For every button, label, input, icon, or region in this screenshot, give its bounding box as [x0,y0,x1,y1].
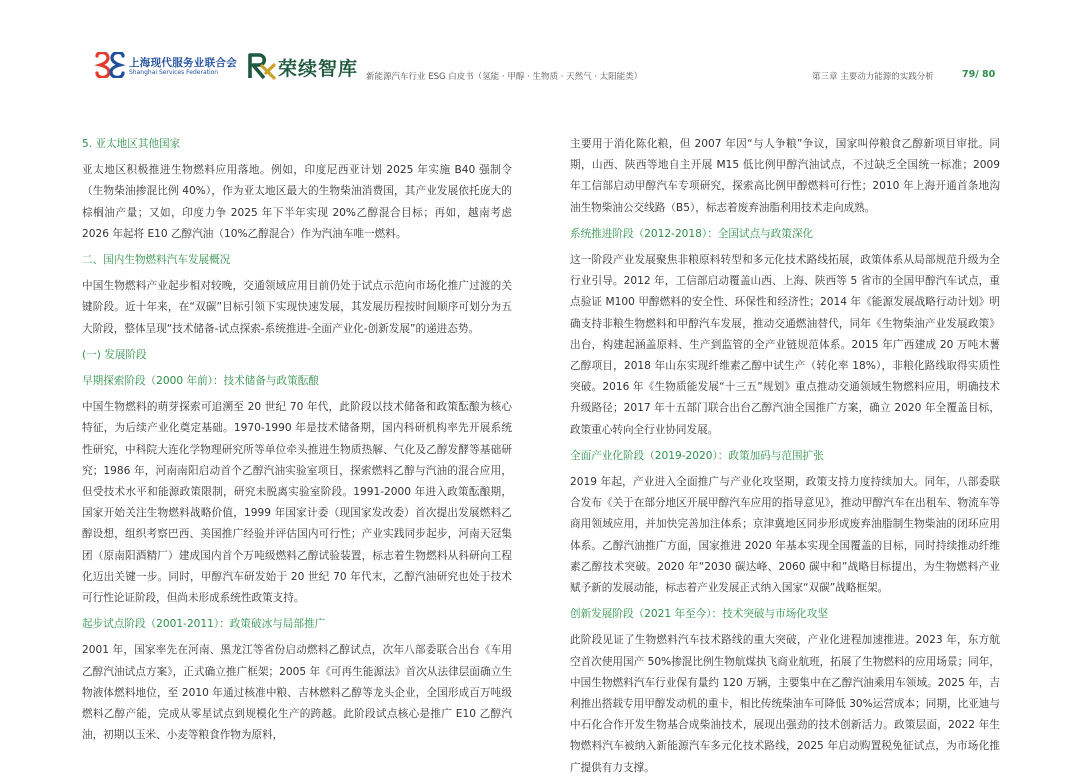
running-title: 新能源汽车行业 ESG 白皮书（氢能 · 甲醇 · 生物质 · 天然气 · 太阳能类） [366,72,643,82]
paragraph: 这一阶段产业发展聚焦非粮原料转型和多元化技术路线拓展，政策体系从局部规范升级为全行业引导。2012 年，工信部启动覆盖山西、上海、陕西等 5 省市的全国甲醇汽车试点，重点验证 M100 甲醇燃料的安全性、环保性和经济性；2014 年《能源发展战略行动计划》明确支持非粮生物燃料和甲醇汽车发展，推动交通燃油替代，同年《生物柴油产业发展政策》出台，构建起涵盖原料、生产到监管的全产业链规范体系。2015 年广西建成 20 万吨木薯乙醇项目，2018 年山东实现纤维素乙醇中试生产（转化率 18%），非粮化路线取得实质性突破。2016 年《生物质能发展“十三五”规划》重点推动交通领域生物燃料应用，明确技术升级路径；2017 年十五部门联合出台乙醇汽油全国推广方案，确立 2020 年全覆盖目标，政策重心转向全行业协同发展。 [570,254,1000,436]
stage-heading-industrialization: 全面产业化阶段（2019-2020）：政策加码与范围扩张 [570,449,824,462]
section-heading-domestic: 二、国内生物燃料汽车发展概况 [82,254,231,267]
paragraph: 主要用于消化陈化粮，但 2007 年因“与人争粮”争议，国家叫停粮食乙醇新项目审批。同期，山西、陕西等地自主开展 M15 低比例甲醇汽油试点，不过缺乏全国统一标准；2009 年工信部启动甲醇汽车专项研究，探索高比例甲醇燃料可行性；2010 年上海开通首条地沟油生物柴油公交线路（B5），标志着废弃油脂利用技术走向成熟。 [570,138,1000,214]
paragraph: 2001 年，国家率先在河南、黑龙江等省份启动燃料乙醇试点，次年八部委联合出台《车用乙醇汽油试点方案》，正式确立推广框架；2005 年《可再生能源法》首次从法律层面确立生物液体燃料地位，至 2010 年通过核准中粮、吉林燃料乙醇等龙头企业，全国形成百万吨级燃料乙醇产能，完成从零星试点到规模化生产的跨越。此阶段试点核心是推广 E10 乙醇汽油，初期以玉米、小麦等粮食作物为原料， [82,644,512,742]
federation-logo [94,52,244,80]
section-heading-asia-pacific: 5. 亚太地区其他国家 [82,138,181,150]
page-header [0,0,1080,108]
subsection-heading-stages: (一) 发展阶段 [82,348,147,361]
right-column [570,134,1000,784]
federation-name-en: Shanghai Services Federation [129,69,219,76]
think-tank-logo [247,50,362,82]
stage-heading-early: 早期探索阶段（2000 年前）：技术储备与政策酝酿 [82,375,319,388]
paragraph: 中国生物燃料的萌芽探索可追溯至 20 世纪 70 年代，此阶段以技术储备和政策酝酿为核心特征，为后续产业化奠定基础。1970-1990 年是技术储备期，国内科研机构率先开展系统性研究，中科院大连化学物理研究所等单位牵头推进生物质热解、气化及乙醇发酵等基础研究；1986 年，河南南阳启动首个乙醇汽油实验室项目，探索燃料乙醇与汽油的混合应用，但受技术水平和能源政策限制，研究未脱离实验室阶段。1991-2000 年进入政策酝酿期，国家开始关注生物燃料战略价值，1999 年国家计委（现国家发改委）首次提出发展燃料乙醇设想，组织考察巴西、美国推广经验并评估国内可行性；产业实践同步起步，河南天冠集团（原南阳酒精厂）建成国内首个万吨级燃料乙醇试验装置，标志着生物燃料从科研向工程化迈出关键一步。同时，甲醇汽车研发始于 20 世纪 70 年代末，乙醇汽油研究也处于技术可行性论证阶段，但尚未形成系统性政策支持。 [82,401,512,605]
stage-heading-pilot: 起步试点阶段（2001-2011）：政策破冰与局部推广 [82,618,326,631]
stage-heading-systematic: 系统推进阶段（2012-2018）：全国试点与政策深化 [570,227,814,240]
stage-heading-innovation: 创新发展阶段（2021 年至今）：技术突破与市场化攻坚 [570,608,829,621]
chapter-title: 第三章 主要动力能源的实践分析 [812,72,934,82]
paragraph: 中国生物燃料产业起步相对较晚，交通领域应用目前仍处于试点示范向市场化推广过渡的关键阶段。近十年来，在“双碳”目标引领下实现快速发展，其发展历程按时间顺序可划分为五大阶段，整体呈现“技术储备-试点探索-系统推进-全面产业化-创新发展”的递进态势。 [82,280,512,335]
left-column [82,134,512,751]
paragraph: 亚太地区积极推进生物燃料应用落地。例如，印度尼西亚计划 2025 年实施 B40 强制令（生物柴油掺混比例 40%），作为亚太地区最大的生物柴油消费国，其产业发展依托庞大的棕榈油产量；又如，印度力争 2025 年下半年实现 20%乙醇混合目标；再如，越南考虑 2026 年起将 E10 乙醇汽油（10%乙醇混合）作为汽油车唯一燃料。 [82,164,512,240]
paragraph: 此阶段见证了生物燃料汽车技术路线的重大突破，产业化进程加速推进。2023 年，东方航空首次使用国产 50%掺混比例生物航煤执飞商业航班，拓展了生物燃料的应用场景；同年，中国生物燃料汽车行业保有量约 120 万辆，主要集中在乙醇汽油乘用车领域。2025 年，吉利推出搭载专用甲醇发动机的重卡，相比传统柴油车可降低 30%运营成本；同期，比亚迪与中石化合作开发生物基合成柴油技术，展现出强劲的技术创新活力。政策层面，2022 年生物燃料汽车被纳入新能源汽车多元化技术路线，2025 年启动购置税免征试点，为市场化推广提供有力支撑。 [570,634,1000,774]
think-tank-name: 荣续智库 [278,58,359,80]
federation-name-cn: 上海现代服务业联合会 [129,57,237,69]
rx-logo-icon [247,52,277,80]
page-number: 79/ 80 [962,69,996,80]
paragraph: 2019 年起，产业进入全面推广与产业化攻坚期，政策支持力度持续加大。同年，八部委联合发布《关于在部分地区开展甲醇汽车应用的指导意见》，推动甲醇汽车在出租车、物流车等商用领域应用，并加快完善加注体系；京津冀地区同步形成废弃油脂制生物柴油的闭环应用体系。乙醇汽油推广方面，国家推进 2020 年基本实现全国覆盖的目标，同时持续推动纤维素乙醇技术突破。2020 年“2030 碳达峰、2060 碳中和”战略目标提出，为生物燃料产业赋予新的发展动能，标志着产业发展正式纳入国家“双碳”战略框架。 [570,476,1000,595]
federation-logo-icon [94,52,126,78]
